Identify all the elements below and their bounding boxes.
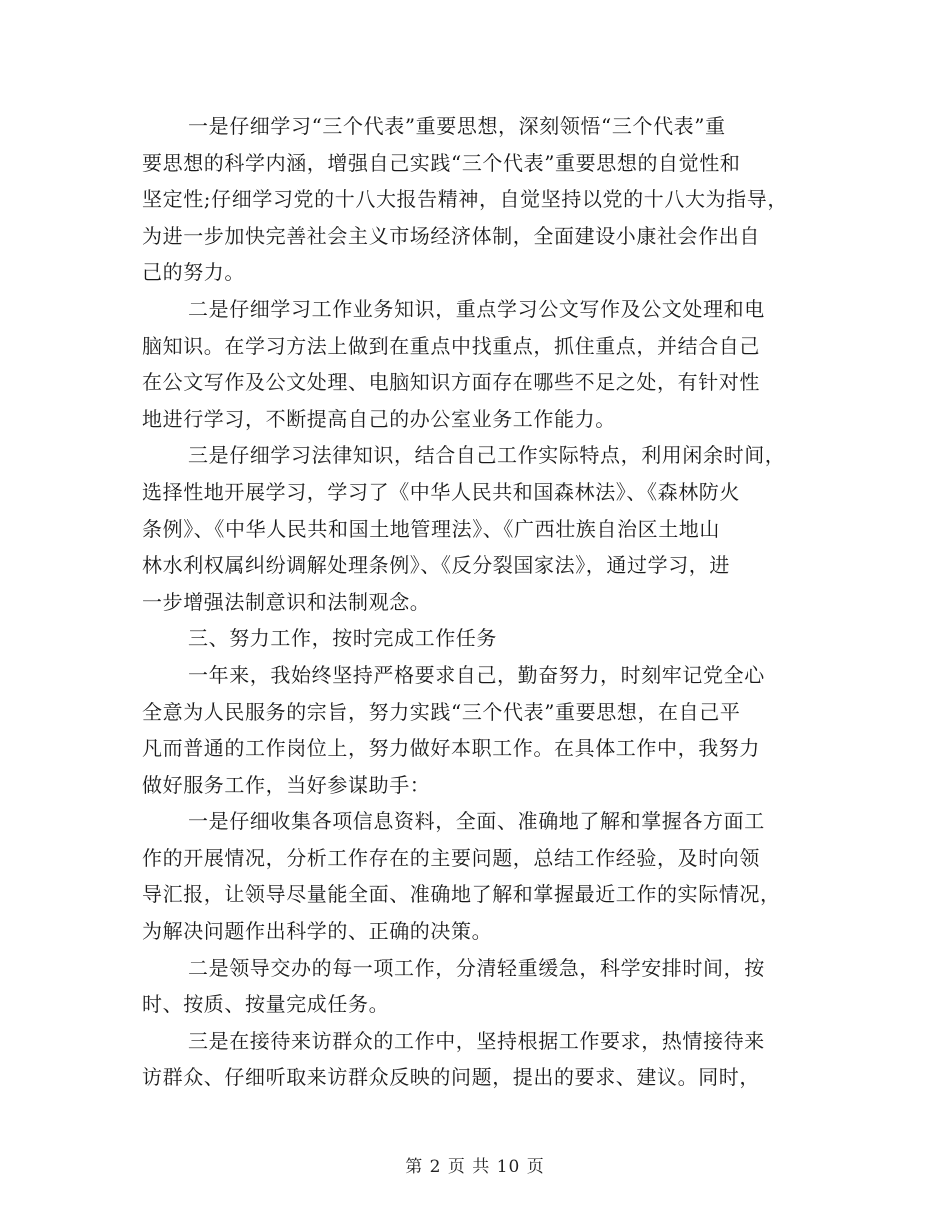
text-line: 要思想的科学内涵，增强自己实践“三个代表”重要思想的自觉性和	[142, 150, 741, 175]
text-line: 选择性地开展学习，学习了《中华人民共和国森林法》、《森林防火	[142, 479, 740, 504]
text-line: 导汇报，让领导尽量能全面、准确地了解和掌握最近工作的实际情况，	[142, 882, 781, 907]
text-line: 凡而普通的工作岗位上，努力做好本职工作。在具体工作中，我努力	[142, 736, 760, 761]
text-line: 作的开展情况，分析工作存在的主要问题，总结工作经验，及时向领	[142, 845, 760, 870]
text-line: 二是领导交办的每一项工作，分清轻重缓急，科学安排时间，按	[188, 955, 765, 980]
text-line: 三、努力工作，按时完成工作任务	[188, 626, 497, 651]
text-line: 一是仔细学习“三个代表”重要思想，深刻领悟“三个代表”重	[188, 114, 726, 138]
text-line: 三是仔细学习法律知识，结合自己工作实际特点，利用闲余时间，	[188, 443, 786, 468]
text-line: 己的努力。	[142, 260, 245, 285]
text-line: 地进行学习，不断提高自己的办公室业务工作能力。	[142, 406, 616, 431]
text-line: 一年来，我始终坚持严格要求自己，勤奋努力，时刻牢记党全心	[188, 662, 765, 687]
text-line: 为解决问题作出科学的、正确的决策。	[142, 919, 493, 944]
text-line: 林水利权属纠纷调解处理条例》、《反分裂国家法》，通过学习，进	[142, 553, 730, 578]
text-line: 脑知识。在学习方法上做到在重点中找重点，抓住重点，并结合自己	[142, 333, 760, 358]
text-line: 一是仔细收集各项信息资料，全面、准确地了解和掌握各方面工	[188, 809, 765, 834]
text-line: 二是仔细学习工作业务知识，重点学习公文写作及公文处理和电	[188, 296, 765, 321]
text-line: 为进一步加快完善社会主义市场经济体制，全面建设小康社会作出自	[142, 223, 760, 248]
document-body	[142, 108, 814, 1096]
text-line: 条例》、《中华人民共和国土地管理法》、《广西壮族自治区土地山	[142, 516, 720, 541]
text-line: 访群众、仔细听取来访群众反映的问题，提出的要求、建议。同时，	[142, 1065, 760, 1090]
text-line: 在公文写作及公文处理、电脑知识方面存在哪些不足之处，有针对性	[142, 370, 760, 395]
text-line: 三是在接待来访群众的工作中，坚持根据工作要求，热情接待来	[188, 1028, 765, 1053]
text-line: 时、按质、按量完成任务。	[142, 992, 390, 1017]
text-line: 坚定性;仔细学习党的十八大报告精神，自觉坚持以党的十八大为指导，	[142, 187, 788, 212]
text-line: 一步增强法制意识和法制观念。	[142, 589, 431, 614]
text-line: 全意为人民服务的宗旨，努力实践“三个代表”重要思想，在自己平	[142, 699, 741, 724]
page-number-footer: 第 2 页 共 10 页	[405, 1157, 545, 1177]
text-line: 做好服务工作，当好参谋助手：	[142, 772, 431, 797]
